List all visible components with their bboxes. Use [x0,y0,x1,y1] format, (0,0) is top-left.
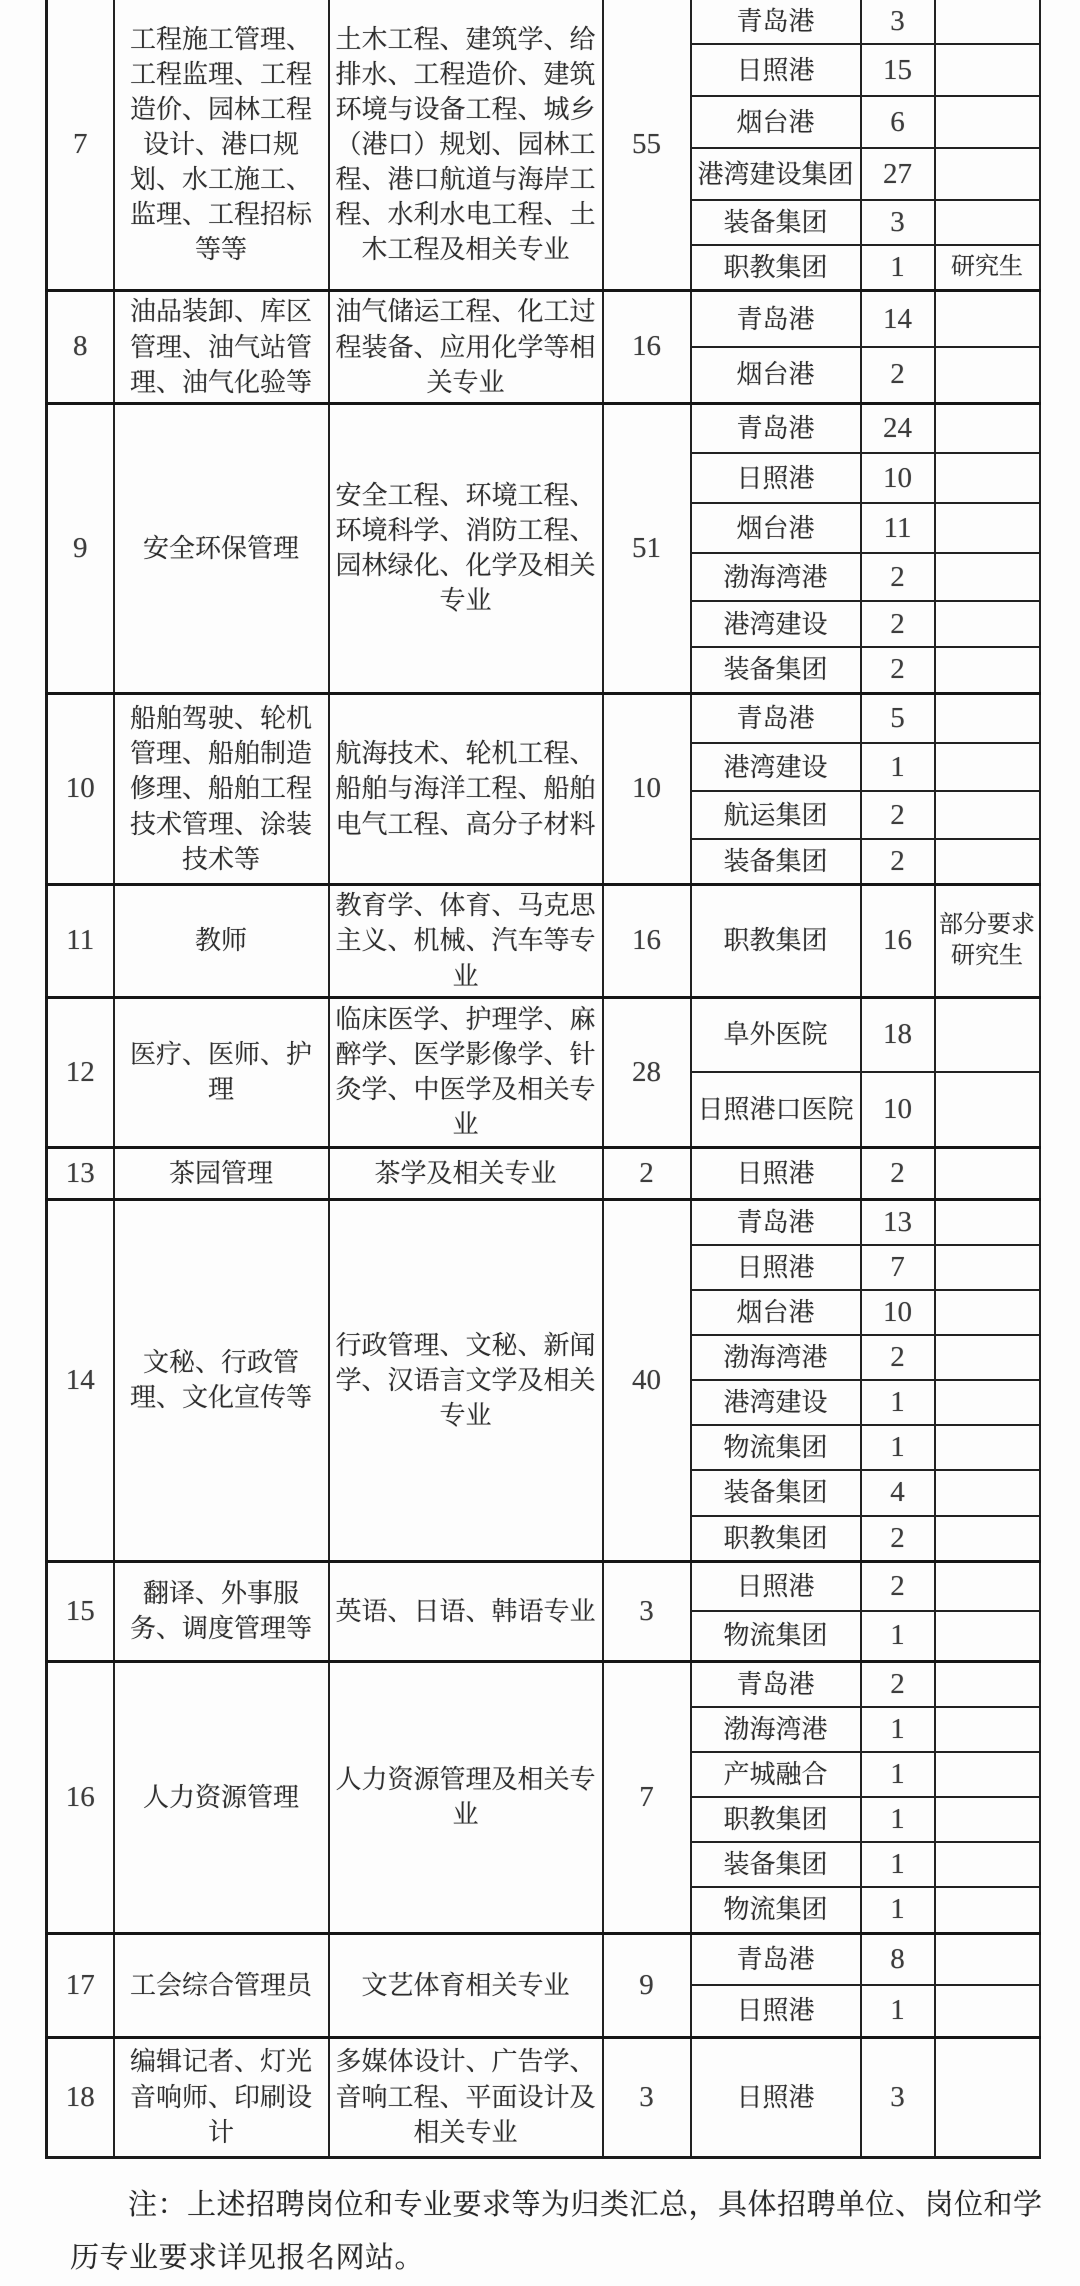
note-cell [935,1245,1040,1290]
count-cell: 1 [861,1611,935,1661]
majors-cell: 英语、日语、韩语专业 [329,1561,603,1661]
unit-cell: 装备集团 [691,839,861,885]
unit-cell: 物流集团 [691,1887,861,1933]
unit-cell: 渤海湾港 [691,553,861,601]
serial-cell: 10 [47,693,114,885]
serial-cell: 15 [47,1561,114,1661]
unit-cell: 烟台港 [691,347,861,403]
note-cell: 部分要求研究生 [935,885,1040,997]
unit-cell: 渤海湾港 [691,1335,861,1380]
unit-cell: 日照港口医院 [691,1072,861,1147]
count-cell: 1 [861,245,935,291]
table-row [47,1561,1040,1611]
total-cell: 3 [603,1561,691,1661]
note-cell [935,553,1040,601]
note-cell [935,2037,1040,2157]
unit-cell: 港湾建设 [691,601,861,647]
unit-cell: 烟台港 [691,503,861,553]
count-cell: 2 [861,601,935,647]
note-cell [935,1199,1040,1245]
job-cell: 船舶驾驶、轮机管理、船舶制造修理、船舶工程技术管理、涂装技术等 [114,693,329,885]
count-cell: 2 [861,839,935,885]
count-cell: 1 [861,743,935,791]
count-cell: 15 [861,44,935,96]
serial-cell: 11 [47,885,114,997]
unit-cell: 日照港 [691,44,861,96]
table-row [47,997,1040,1072]
total-cell: 10 [603,693,691,885]
job-cell: 工程施工管理、工程监理、工程造价、园林工程设计、港口规划、水工施工、监理、工程招标等等 [114,0,329,291]
unit-cell: 青岛港 [691,1933,861,1985]
serial-cell: 7 [47,0,114,291]
note-cell [935,1072,1040,1147]
note-cell [935,403,1040,453]
note-cell [935,1797,1040,1842]
table-row [47,1933,1040,1985]
recruitment-table [45,0,1041,2159]
count-cell: 27 [861,148,935,200]
serial-cell: 16 [47,1661,114,1933]
total-cell: 3 [603,2037,691,2157]
majors-cell: 安全工程、环境工程、环境科学、消防工程、园林绿化、化学及相关专业 [329,403,603,693]
majors-cell: 文艺体育相关专业 [329,1933,603,2037]
majors-cell: 航海技术、轮机工程、船舶与海洋工程、船舶电气工程、高分子材料 [329,693,603,885]
job-cell: 翻译、外事服务、调度管理等 [114,1561,329,1661]
count-cell: 1 [861,1425,935,1470]
majors-cell: 土木工程、建筑学、给排水、工程造价、建筑环境与设备工程、城乡（港口）规划、园林工程、港口航道与海岸工程、水利水电工程、土木工程及相关专业 [329,0,603,291]
table-row [47,0,1040,44]
total-cell: 16 [603,291,691,403]
total-cell: 55 [603,0,691,291]
count-cell: 14 [861,291,935,347]
count-cell: 7 [861,1245,935,1290]
count-cell: 2 [861,1335,935,1380]
serial-cell: 14 [47,1199,114,1561]
note-cell [935,1985,1040,2037]
unit-cell: 日照港 [691,453,861,503]
unit-cell: 青岛港 [691,1661,861,1707]
unit-cell: 青岛港 [691,291,861,347]
note-cell [935,453,1040,503]
unit-cell: 职教集团 [691,885,861,997]
count-cell: 10 [861,453,935,503]
note-cell [935,839,1040,885]
unit-cell: 烟台港 [691,1290,861,1335]
count-cell: 11 [861,503,935,553]
table-row [47,1661,1040,1707]
majors-cell: 行政管理、文秘、新闻学、汉语言文学及相关专业 [329,1199,603,1561]
unit-cell: 日照港 [691,1985,861,2037]
job-cell: 安全环保管理 [114,403,329,693]
count-cell: 3 [861,0,935,44]
count-cell: 8 [861,1933,935,1985]
note-cell [935,1147,1040,1199]
note-cell [935,1425,1040,1470]
count-cell: 1 [861,1380,935,1425]
note-cell [935,148,1040,200]
count-cell: 1 [861,1887,935,1933]
count-cell: 1 [861,1797,935,1842]
job-cell: 编辑记者、灯光音响师、印刷设计 [114,2037,329,2157]
job-cell: 工会综合管理员 [114,1933,329,2037]
unit-cell: 港湾建设 [691,1380,861,1425]
note-cell [935,1752,1040,1797]
majors-cell: 教育学、体育、马克思主义、机械、汽车等专业 [329,885,603,997]
total-cell: 9 [603,1933,691,2037]
note-cell [935,601,1040,647]
count-cell: 18 [861,997,935,1072]
count-cell: 3 [861,2037,935,2157]
job-cell: 医疗、医师、护理 [114,997,329,1147]
note-cell [935,693,1040,743]
count-cell: 24 [861,403,935,453]
table-row [47,403,1040,453]
unit-cell: 日照港 [691,2037,861,2157]
total-cell: 2 [603,1147,691,1199]
note-cell [935,1470,1040,1515]
note-cell [935,1611,1040,1661]
unit-cell: 阜外医院 [691,997,861,1072]
count-cell: 2 [861,1561,935,1611]
unit-cell: 装备集团 [691,1470,861,1515]
unit-cell: 物流集团 [691,1425,861,1470]
note-cell [935,1335,1040,1380]
majors-cell: 多媒体设计、广告学、音响工程、平面设计及相关专业 [329,2037,603,2157]
table-row [47,1199,1040,1245]
count-cell: 2 [861,347,935,403]
unit-cell: 装备集团 [691,1842,861,1887]
note-cell [935,291,1040,347]
majors-cell: 人力资源管理及相关专业 [329,1661,603,1933]
job-cell: 教师 [114,885,329,997]
serial-cell: 13 [47,1147,114,1199]
note-cell [935,503,1040,553]
note-cell [935,44,1040,96]
note-cell [935,1661,1040,1707]
unit-cell: 装备集团 [691,200,861,245]
job-cell: 人力资源管理 [114,1661,329,1933]
count-cell: 1 [861,1985,935,2037]
count-cell: 1 [861,1752,935,1797]
serial-cell: 8 [47,291,114,403]
total-cell: 28 [603,997,691,1147]
note-cell [935,0,1040,44]
table-row [47,1147,1040,1199]
job-cell: 油品装卸、库区管理、油气站管理、油气化验等 [114,291,329,403]
unit-cell: 职教集团 [691,1797,861,1842]
count-cell: 16 [861,885,935,997]
majors-cell: 临床医学、护理学、麻醉学、医学影像学、针灸学、中医学及相关专业 [329,997,603,1147]
unit-cell: 日照港 [691,1147,861,1199]
note-cell [935,1933,1040,1985]
unit-cell: 烟台港 [691,96,861,148]
count-cell: 5 [861,693,935,743]
majors-cell: 油气储运工程、化工过程装备、应用化学等相关专业 [329,291,603,403]
count-cell: 4 [861,1470,935,1515]
count-cell: 2 [861,1661,935,1707]
count-cell: 6 [861,96,935,148]
unit-cell: 青岛港 [691,1199,861,1245]
note-cell [935,997,1040,1072]
serial-cell: 12 [47,997,114,1147]
note-cell [935,1290,1040,1335]
note-cell [935,347,1040,403]
count-cell: 10 [861,1072,935,1147]
count-cell: 2 [861,791,935,839]
total-cell: 40 [603,1199,691,1561]
unit-cell: 港湾建设 [691,743,861,791]
count-cell: 10 [861,1290,935,1335]
count-cell: 1 [861,1707,935,1752]
total-cell: 7 [603,1661,691,1933]
unit-cell: 日照港 [691,1245,861,1290]
note-cell [935,1887,1040,1933]
footnote-text: 注：上述招聘岗位和专业要求等为归类汇总，具体招聘单位、岗位和学历专业要求详见报名网站。 [70,2188,1043,2275]
unit-cell: 青岛港 [691,0,861,44]
unit-cell: 产城融合 [691,1752,861,1797]
unit-cell: 青岛港 [691,693,861,743]
unit-cell: 港湾建设集团 [691,148,861,200]
table-row [47,291,1040,347]
table-row [47,885,1040,997]
note-cell [935,1707,1040,1752]
unit-cell: 日照港 [691,1561,861,1611]
count-cell: 2 [861,647,935,693]
serial-cell: 17 [47,1933,114,2037]
job-cell: 茶园管理 [114,1147,329,1199]
note-cell [935,743,1040,791]
count-cell: 1 [861,1842,935,1887]
unit-cell: 航运集团 [691,791,861,839]
note-cell [935,200,1040,245]
count-cell: 2 [861,553,935,601]
count-cell: 3 [861,200,935,245]
note-cell [935,791,1040,839]
unit-cell: 装备集团 [691,647,861,693]
unit-cell: 职教集团 [691,245,861,291]
note-cell [935,1842,1040,1887]
note-cell: 研究生 [935,245,1040,291]
note-cell [935,1380,1040,1425]
job-cell: 文秘、行政管理、文化宣传等 [114,1199,329,1561]
unit-cell: 职教集团 [691,1516,861,1562]
note-cell [935,1561,1040,1611]
unit-cell: 青岛港 [691,403,861,453]
count-cell: 2 [861,1516,935,1562]
note-cell [935,647,1040,693]
serial-cell: 9 [47,403,114,693]
note-cell [935,96,1040,148]
recruitment-table-body [47,0,1040,2157]
note-cell [935,1516,1040,1562]
table-row [47,693,1040,743]
count-cell: 13 [861,1199,935,1245]
count-cell: 2 [861,1147,935,1199]
serial-cell: 18 [47,2037,114,2157]
total-cell: 16 [603,885,691,997]
total-cell: 51 [603,403,691,693]
majors-cell: 茶学及相关专业 [329,1147,603,1199]
unit-cell: 物流集团 [691,1611,861,1661]
unit-cell: 渤海湾港 [691,1707,861,1752]
table-row [47,2037,1040,2157]
